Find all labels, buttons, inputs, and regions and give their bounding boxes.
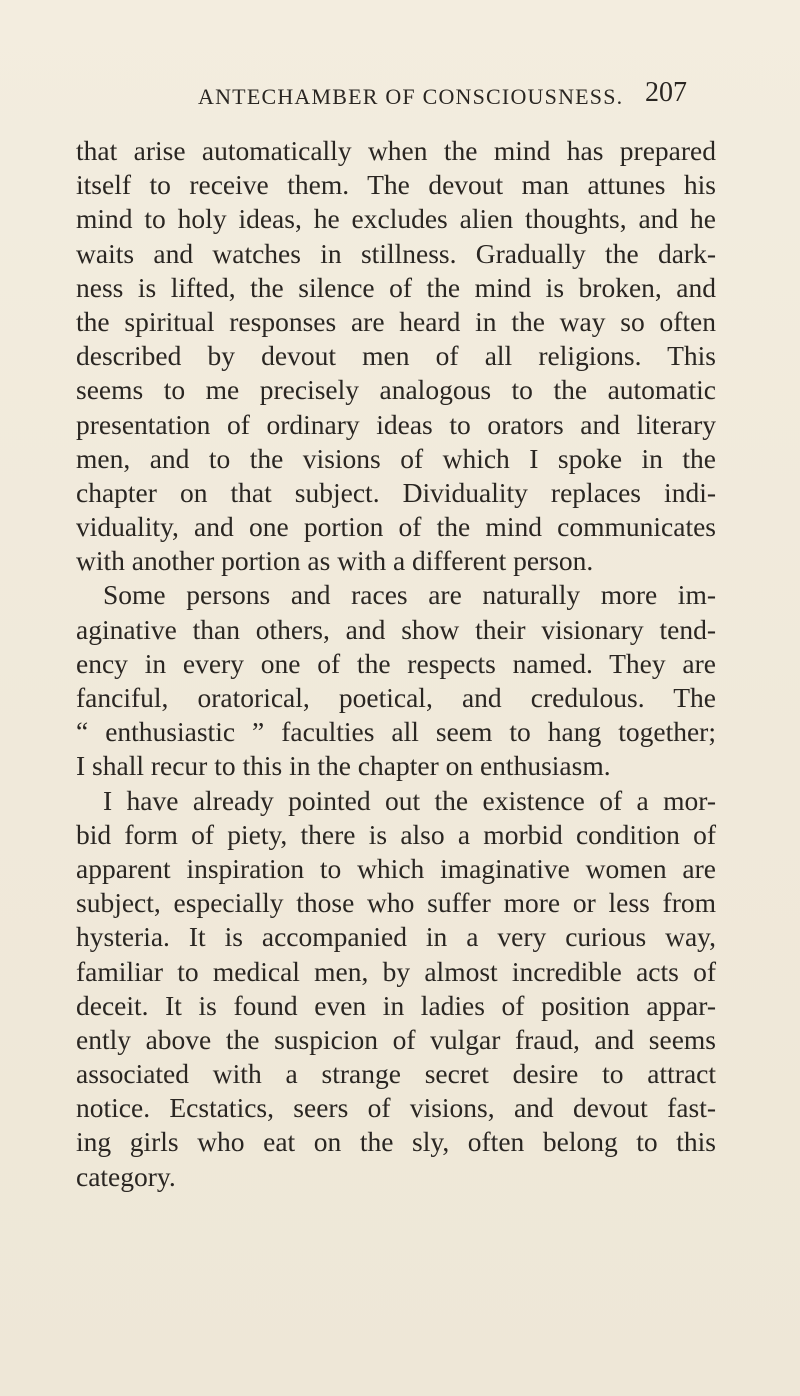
running-title: ANTECHAMBER OF CONSCIOUSNESS. <box>198 84 624 109</box>
text-line: fanciful, oratorical, poetical, and credulous. The <box>76 682 716 713</box>
page-number: 207 <box>645 77 687 108</box>
text-line: ently above the suspicion of vulgar fraud, and seems <box>76 1023 716 1055</box>
text-line: itself to receive them. The devout man attunes his <box>76 169 716 201</box>
text-line: ness is lifted, the silence of the mind is broken, and <box>76 271 716 303</box>
text-line: waits and watches in stillness. Gradually the dark- <box>76 237 716 269</box>
text-line: ing girls who eat on the sly, often belong to this <box>76 1126 716 1158</box>
text-line: category. <box>76 1160 176 1192</box>
text-line: I shall recur to this in the chapter on enthusiasm. <box>76 750 611 782</box>
paragraph-start-line: Some persons and races are naturally more im- <box>103 579 716 611</box>
text-line: that arise automatically when the mind has prepared <box>76 135 716 166</box>
text-line: men, and to the visions of which I spoke in the <box>76 442 716 474</box>
text-line: mind to holy ideas, he excludes alien thoughts, and he <box>76 203 716 235</box>
text-line: viduality, and one portion of the mind communicates <box>76 511 716 543</box>
paragraph-start-line: I have already pointed out the existence of a mor- <box>103 784 716 816</box>
text-line: familiar to medical men, by almost incredible acts of <box>76 955 716 987</box>
text-line: subject, especially those who suffer more or less from <box>76 887 716 919</box>
text-line: with another portion as with a different person. <box>76 545 594 577</box>
text-line: ency in every one of the respects named. They are <box>76 647 716 679</box>
text-line: presentation of ordinary ideas to orators and literary <box>76 408 716 440</box>
text-line: notice. Ecstatics, seers of visions, and devout fast- <box>76 1092 716 1124</box>
text-line: the spiritual responses are heard in the way so often <box>76 305 716 337</box>
text-line: described by devout men of all religions. This <box>76 340 716 372</box>
body-text <box>76 134 716 1194</box>
text-line: seems to me precisely analogous to the automatic <box>76 374 716 406</box>
text-line: “ enthusiastic ” faculties all seem to hang together; <box>76 716 716 748</box>
text-line: hysteria. It is accompanied in a very curious way, <box>76 921 716 953</box>
text-line: chapter on that subject. Dividuality replaces indi- <box>76 476 716 508</box>
text-line: bid form of piety, there is also a morbid condition of <box>76 818 716 850</box>
text-line: associated with a strange secret desire to attract <box>76 1058 716 1090</box>
text-line: aginative than others, and show their visionary tend- <box>76 613 716 645</box>
text-line: apparent inspiration to which imaginative women are <box>76 852 716 884</box>
text-line: deceit. It is found even in ladies of position appar- <box>76 989 716 1021</box>
